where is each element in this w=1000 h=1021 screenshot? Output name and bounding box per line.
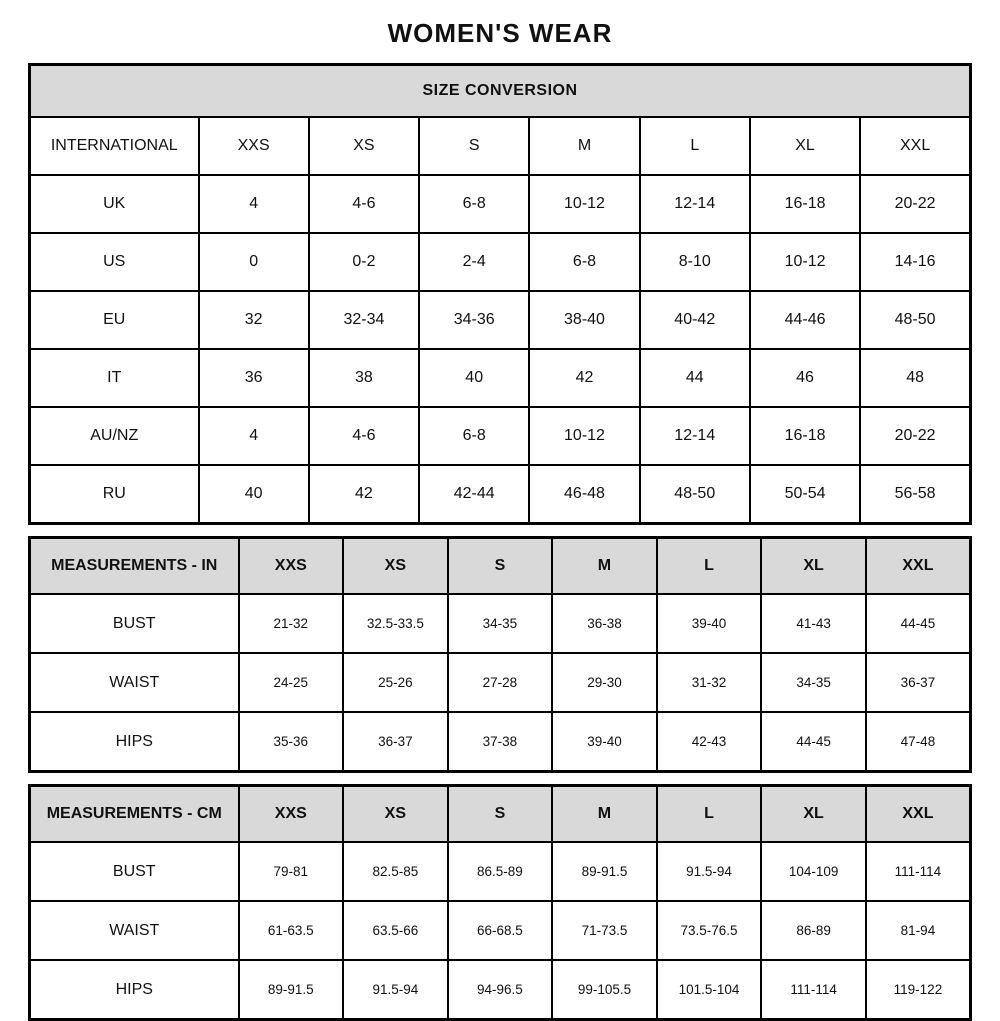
size-header-cell: S xyxy=(419,117,529,175)
value-cell: 38 xyxy=(309,349,419,407)
value-cell: 35-36 xyxy=(239,712,344,772)
table-row xyxy=(30,465,971,524)
value-cell: 79-81 xyxy=(239,842,344,901)
value-cell: 40-42 xyxy=(640,291,750,349)
row-label-cell: BUST xyxy=(30,842,239,901)
measurements-in-table-body xyxy=(30,538,971,772)
value-cell: 37-38 xyxy=(448,712,553,772)
size-header-cell: XL xyxy=(761,538,866,595)
value-cell: 6-8 xyxy=(529,233,639,291)
size-header-cell: XXL xyxy=(860,117,970,175)
row-label-cell: RU xyxy=(30,465,199,524)
value-cell: 36-37 xyxy=(866,653,971,712)
size-header-cell: M xyxy=(552,538,657,595)
table-row xyxy=(30,653,971,712)
value-cell: 48 xyxy=(860,349,970,407)
value-cell: 32.5-33.5 xyxy=(343,594,448,653)
value-cell: 39-40 xyxy=(657,594,762,653)
value-cell: 16-18 xyxy=(750,407,860,465)
table-row xyxy=(30,901,971,960)
size-header-cell: L xyxy=(640,117,750,175)
size-header-cell: XS xyxy=(343,786,448,843)
value-cell: 42-43 xyxy=(657,712,762,772)
value-cell: 71-73.5 xyxy=(552,901,657,960)
size-header-cell: S xyxy=(448,786,553,843)
value-cell: 81-94 xyxy=(866,901,971,960)
value-cell: 31-32 xyxy=(657,653,762,712)
value-cell: 6-8 xyxy=(419,175,529,233)
size-header-cell: XXL xyxy=(866,786,971,843)
size-header-cell: XXS xyxy=(239,538,344,595)
value-cell: 39-40 xyxy=(552,712,657,772)
value-cell: 111-114 xyxy=(866,842,971,901)
value-cell: 91.5-94 xyxy=(343,960,448,1020)
value-cell: 20-22 xyxy=(860,407,970,465)
row-label-cell: EU xyxy=(30,291,199,349)
value-cell: 10-12 xyxy=(529,407,639,465)
table-row xyxy=(30,175,971,233)
value-cell: 20-22 xyxy=(860,175,970,233)
value-cell: 41-43 xyxy=(761,594,866,653)
size-header-cell: XS xyxy=(343,538,448,595)
size-header-cell: XL xyxy=(761,786,866,843)
value-cell: 27-28 xyxy=(448,653,553,712)
value-cell: 61-63.5 xyxy=(239,901,344,960)
size-header-cell: M xyxy=(552,786,657,843)
value-cell: 0-2 xyxy=(309,233,419,291)
table-row xyxy=(30,291,971,349)
value-cell: 25-26 xyxy=(343,653,448,712)
row-label-cell: US xyxy=(30,233,199,291)
value-cell: 89-91.5 xyxy=(239,960,344,1020)
value-cell: 12-14 xyxy=(640,175,750,233)
table-row xyxy=(30,233,971,291)
value-cell: 24-25 xyxy=(239,653,344,712)
value-cell: 46 xyxy=(750,349,860,407)
value-cell: 36-37 xyxy=(343,712,448,772)
size-header-cell: XS xyxy=(309,117,419,175)
size-header-cell: XL xyxy=(750,117,860,175)
table-header-row xyxy=(30,786,971,843)
value-cell: 47-48 xyxy=(866,712,971,772)
value-cell: 119-122 xyxy=(866,960,971,1020)
value-cell: 44-45 xyxy=(866,594,971,653)
row-label-cell: BUST xyxy=(30,594,239,653)
size-header-cell: L xyxy=(657,538,762,595)
size-conversion-table-body xyxy=(30,65,971,524)
table-title-cell: MEASUREMENTS - IN xyxy=(30,538,239,595)
value-cell: 0 xyxy=(199,233,309,291)
value-cell: 44 xyxy=(640,349,750,407)
value-cell: 29-30 xyxy=(552,653,657,712)
value-cell: 36 xyxy=(199,349,309,407)
value-cell: 42 xyxy=(309,465,419,524)
value-cell: 4-6 xyxy=(309,407,419,465)
table-title-row xyxy=(30,65,971,118)
table-row xyxy=(30,407,971,465)
value-cell: 34-35 xyxy=(761,653,866,712)
value-cell: 89-91.5 xyxy=(552,842,657,901)
row-label-cell: UK xyxy=(30,175,199,233)
value-cell: 111-114 xyxy=(761,960,866,1020)
value-cell: 86.5-89 xyxy=(448,842,553,901)
table-row xyxy=(30,349,971,407)
value-cell: 12-14 xyxy=(640,407,750,465)
value-cell: 42-44 xyxy=(419,465,529,524)
value-cell: 56-58 xyxy=(860,465,970,524)
table-header-row xyxy=(30,538,971,595)
table-row xyxy=(30,594,971,653)
value-cell: 10-12 xyxy=(529,175,639,233)
page-title: WOMEN'S WEAR xyxy=(387,18,613,48)
value-cell: 4 xyxy=(199,175,309,233)
value-cell: 48-50 xyxy=(640,465,750,524)
value-cell: 91.5-94 xyxy=(657,842,762,901)
size-header-cell: XXS xyxy=(239,786,344,843)
value-cell: 82.5-85 xyxy=(343,842,448,901)
value-cell: 14-16 xyxy=(860,233,970,291)
value-cell: 94-96.5 xyxy=(448,960,553,1020)
value-cell: 38-40 xyxy=(529,291,639,349)
value-cell: 32 xyxy=(199,291,309,349)
value-cell: 42 xyxy=(529,349,639,407)
value-cell: 4 xyxy=(199,407,309,465)
value-cell: 44-46 xyxy=(750,291,860,349)
value-cell: 6-8 xyxy=(419,407,529,465)
size-header-cell: XXS xyxy=(199,117,309,175)
value-cell: 4-6 xyxy=(309,175,419,233)
value-cell: 101.5-104 xyxy=(657,960,762,1020)
value-cell: 21-32 xyxy=(239,594,344,653)
size-header-cell: L xyxy=(657,786,762,843)
row-label-cell: IT xyxy=(30,349,199,407)
value-cell: 50-54 xyxy=(750,465,860,524)
row-label-cell: HIPS xyxy=(30,712,239,772)
value-cell: 34-35 xyxy=(448,594,553,653)
value-cell: 104-109 xyxy=(761,842,866,901)
row-label-cell: WAIST xyxy=(30,901,239,960)
value-cell: 40 xyxy=(199,465,309,524)
measurements-cm-table-body xyxy=(30,786,971,1020)
value-cell: 10-12 xyxy=(750,233,860,291)
table-title-cell: SIZE CONVERSION xyxy=(30,65,971,118)
value-cell: 2-4 xyxy=(419,233,529,291)
table-title-cell: MEASUREMENTS - CM xyxy=(30,786,239,843)
value-cell: 16-18 xyxy=(750,175,860,233)
value-cell: 44-45 xyxy=(761,712,866,772)
row-label-cell: HIPS xyxy=(30,960,239,1020)
table-row xyxy=(30,960,971,1020)
row-label-cell: AU/NZ xyxy=(30,407,199,465)
value-cell: 40 xyxy=(419,349,529,407)
size-header-cell: M xyxy=(529,117,639,175)
size-header-cell: S xyxy=(448,538,553,595)
value-cell: 66-68.5 xyxy=(448,901,553,960)
value-cell: 86-89 xyxy=(761,901,866,960)
value-cell: 34-36 xyxy=(419,291,529,349)
table-row xyxy=(30,842,971,901)
value-cell: 36-38 xyxy=(552,594,657,653)
value-cell: 63.5-66 xyxy=(343,901,448,960)
value-cell: 46-48 xyxy=(529,465,639,524)
value-cell: 32-34 xyxy=(309,291,419,349)
value-cell: 8-10 xyxy=(640,233,750,291)
column-header-row xyxy=(30,117,971,175)
value-cell: 73.5-76.5 xyxy=(657,901,762,960)
row-label-header-cell: INTERNATIONAL xyxy=(30,117,199,175)
value-cell: 48-50 xyxy=(860,291,970,349)
measurements-cm-table xyxy=(28,784,972,1021)
measurements-in-table xyxy=(28,536,972,773)
row-label-cell: WAIST xyxy=(30,653,239,712)
size-header-cell: XXL xyxy=(866,538,971,595)
value-cell: 99-105.5 xyxy=(552,960,657,1020)
table-row xyxy=(30,712,971,772)
size-conversion-table xyxy=(28,63,972,525)
